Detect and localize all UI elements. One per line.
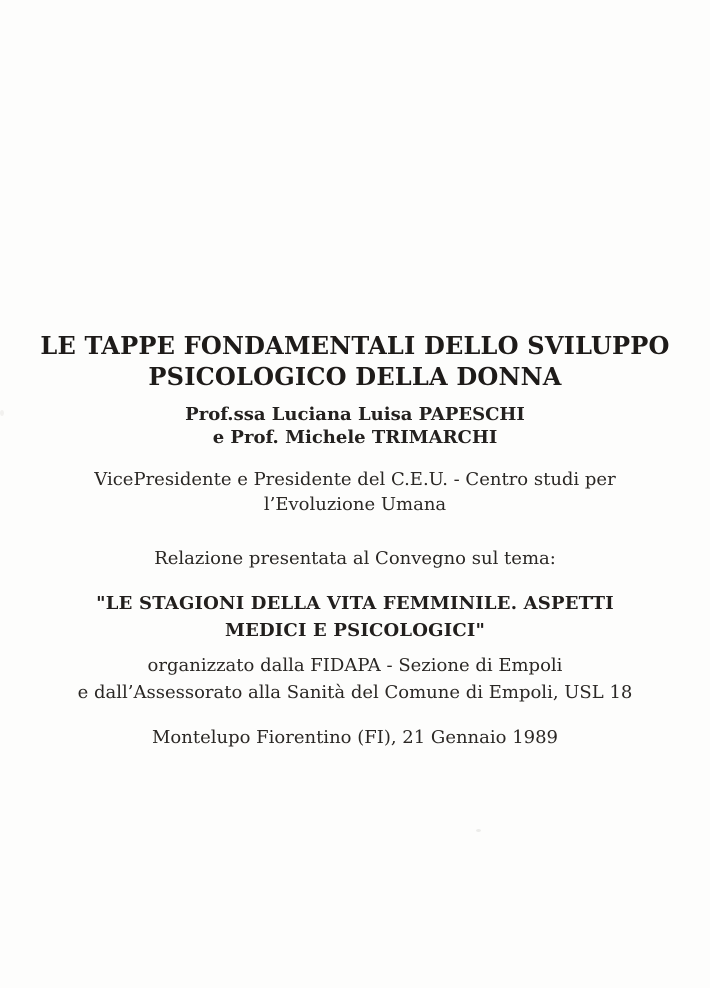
organizers-line-2: e dall’Assessorato alla Sanità del Comune di Empoli, USL 18 bbox=[77, 682, 633, 703]
organizers bbox=[0, 652, 710, 706]
affiliation bbox=[0, 467, 710, 517]
affiliation-line-1: VicePresidente e Presidente del C.E.U. - Centro studi per bbox=[94, 469, 616, 490]
conference-title-line-1: "LE STAGIONI DELLA VITA FEMMINILE. ASPETTI bbox=[96, 593, 614, 614]
authors bbox=[0, 403, 710, 449]
conference-title bbox=[0, 590, 710, 644]
author-line-2: e Prof. Michele TRIMARCHI bbox=[212, 427, 498, 448]
place-date: Montelupo Fiorentino (FI), 21 Gennaio 1989 bbox=[151, 727, 559, 748]
author-line-1: Prof.ssa Luciana Luisa PAPESCHI bbox=[185, 404, 525, 425]
scan-artifact-smudge bbox=[0, 410, 4, 416]
organizers-line-1: organizzato dalla FIDAPA - Sezione di Empoli bbox=[147, 655, 563, 676]
scan-artifact-speck bbox=[476, 829, 481, 832]
affiliation-line-2: l’Evoluzione Umana bbox=[263, 494, 447, 515]
document-title-line-1: LE TAPPE FONDAMENTALI DELLO SVILUPPO bbox=[40, 331, 670, 361]
presentation-note: Relazione presentata al Convegno sul tema: bbox=[154, 548, 556, 569]
conference-title-line-2: MEDICI E PSICOLOGICI" bbox=[224, 620, 486, 641]
document-title-line-2: PSICOLOGICO DELLA DONNA bbox=[148, 362, 562, 392]
document-title bbox=[0, 330, 710, 392]
